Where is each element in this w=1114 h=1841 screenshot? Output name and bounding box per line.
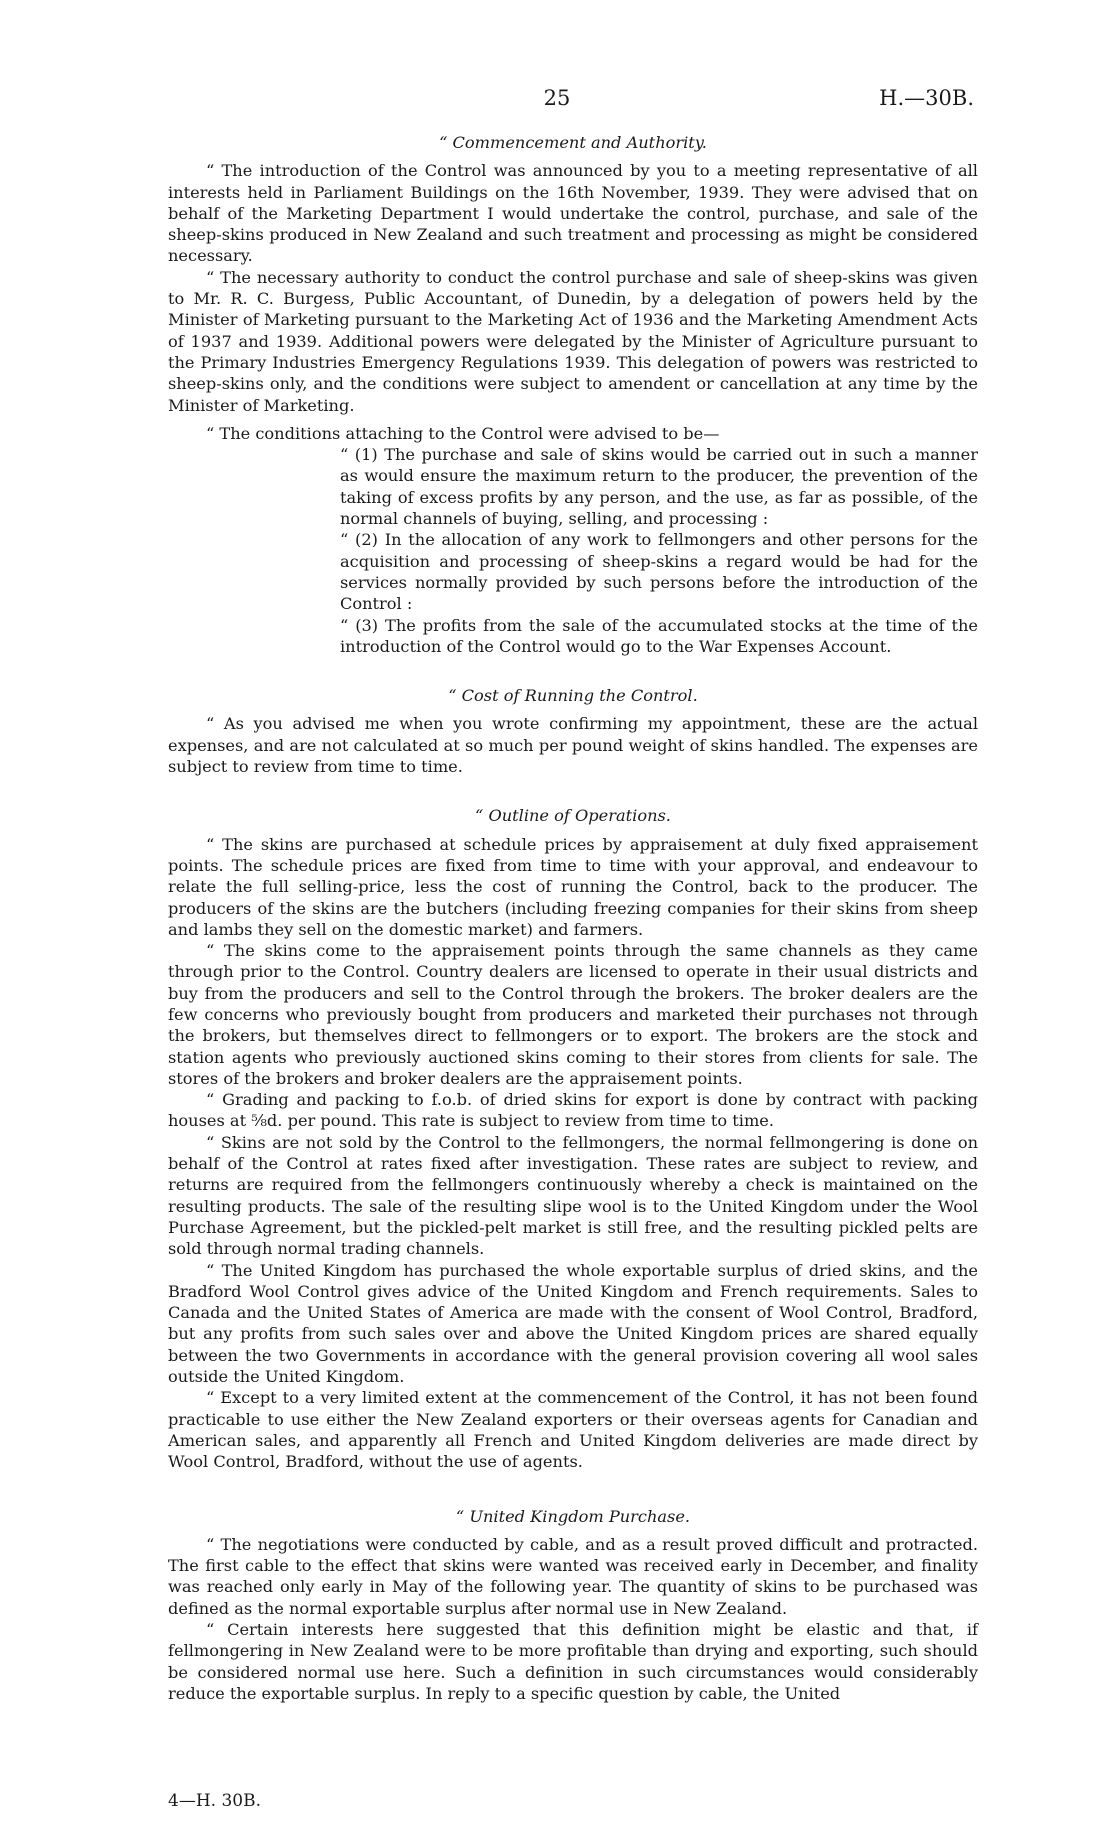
section-heading-outline: “ Outline of Operations. (475, 806, 671, 826)
page-number: 25 (543, 86, 571, 110)
paragraph: “ As you advised me when you wrote confirming my appointment, these are the actual expenses, and are not calculated at so much per pound weight of skins handled. The expenses are subject to review from time to time. (168, 714, 978, 777)
document-reference: H.—30B. (879, 86, 974, 110)
paragraph: “ Grading and packing to f.o.b. of dried skins for export is done by contract with packing houses at ⅝d. per pound. This rate is subject to review from time to time. (168, 1090, 978, 1131)
paragraph: “ The United Kingdom has purchased the whole exportable surplus of dried skins, and the Bradford Wool Control gives advice of the United Kingdom and French requirements. Sales to Canada and the United States of America are made with the consent of Wool Control, Bradford, but any profits from such sales over and above the United Kingdom prices are shared equally between the two Governments in accordance with the general provision covering all wool sales outside the United Kingdom. (168, 1260, 978, 1387)
condition-item: “ (1) The purchase and sale of skins would be carried out in such a manner as would ensure the maximum return to the producer, the prevention of the taking of excess profits by any person, and the use, as far as possible, of the normal channels of buying, selling, and processing : (340, 445, 978, 529)
section-heading-commencement: “ Commencement and Authority. (439, 133, 707, 152)
paragraph: “ The negotiations were conducted by cable, and as a result proved difficult and protracted. The first cable to the effect that skins were wanted was received early in December, and finality was reached only early in May of the following year. The quantity of skins to be purchased was defined as the normal exportable surplus after normal use in New Zealand. (168, 1534, 978, 1618)
paragraph: “ The introduction of the Control was announced by you to a meeting representative of all interests held in Parliament Buildings on the 16th November, 1939. They were advised that on behalf of the Marketing Department I would undertake the control, purchase, and sale of the sheep-skins produced in New Zealand and such treatment and processing as might be considered necessary. (168, 161, 978, 266)
section-heading-cost: “ Cost of Running the Control. (448, 686, 698, 706)
section-heading-uk-purchase: “ United Kingdom Purchase. (455, 1506, 691, 1526)
conditions-intro: “ The conditions attaching to the Control were advised to be— (206, 423, 720, 443)
page-footer-signature: 4—H. 30B. (168, 1791, 261, 1811)
paragraph: “ Skins are not sold by the Control to the fellmongers, the normal fellmongering is done on behalf of the Control at rates fixed after investigation. These rates are subject to review, and returns are required from the fellmongers continuously whereby a check is maintained on the resulting products. The sale of the resulting slipe wool is to the United Kingdom under the Wool Purchase Agreement, but the pickled-pelt market is still free, and the resulting pickled pelts are sold through normal trading channels. (168, 1132, 978, 1259)
paragraph: “ Certain interests here suggested that this definition might be elastic and that, if fellmongering in New Zealand were to be more profitable than drying and exporting, such should be considered normal use here. Such a definition in such circumstances would considerably reduce the exportable surplus. In reply to a specific question by cable, the United (168, 1620, 978, 1703)
paragraph: “ The skins are purchased at schedule prices by appraisement at duly fixed appraisement points. The schedule prices are fixed from time to time with your approval, and endeavour to relate the full selling-price, less the cost of running the Control, back to the producer. The producers of the skins are the butchers (including freezing companies for their skins from sheep and lambs they sell on the domestic market) and farmers. (168, 834, 978, 939)
paragraph: “ The necessary authority to conduct the control purchase and sale of sheep-skins was given to Mr. R. C. Burgess, Public Accountant, of Dunedin, by a delegation of powers held by the Minister of Marketing pursuant to the Marketing Act of 1936 and the Marketing Amendment Acts of 1937 and 1939. Additional powers were delegated by the Minister of Agriculture pursuant to the Primary Industries Emergency Regulations 1939. This delegation of powers was restricted to sheep-skins only, and the conditions were subject to amendent or cancellation at any time by the Minister of Marketing. (168, 267, 978, 415)
page-body (168, 132, 978, 1704)
page-header (0, 86, 1114, 116)
condition-item: “ (3) The profits from the sale of the accumulated stocks at the time of the introduction of the Control would go to the War Expenses Account. (340, 615, 978, 656)
condition-item: “ (2) In the allocation of any work to fellmongers and other persons for the acquisition and processing of sheep-skins a regard would be had for the services normally provided by such persons before the introduction of the Control : (340, 530, 978, 614)
paragraph: “ The skins come to the appraisement points through the same channels as they came through prior to the Control. Country dealers are licensed to operate in their usual districts and buy from the producers and sell to the Control through the brokers. The broker dealers are the few concerns who previously bought from producers and marketed their purchases not through the brokers, but themselves direct to fellmongers or to export. The brokers are the stock and station agents who previously auctioned skins coming to their stores from clients for sale. The stores of the brokers and broker dealers are the appraisement points. (168, 941, 978, 1088)
paragraph: “ Except to a very limited extent at the commencement of the Control, it has not been found practicable to use either the New Zealand exporters or their overseas agents for Canadian and American sales, and apparently all French and United Kingdom deliveries are made direct by Wool Control, Bradford, without the use of agents. (168, 1388, 978, 1472)
